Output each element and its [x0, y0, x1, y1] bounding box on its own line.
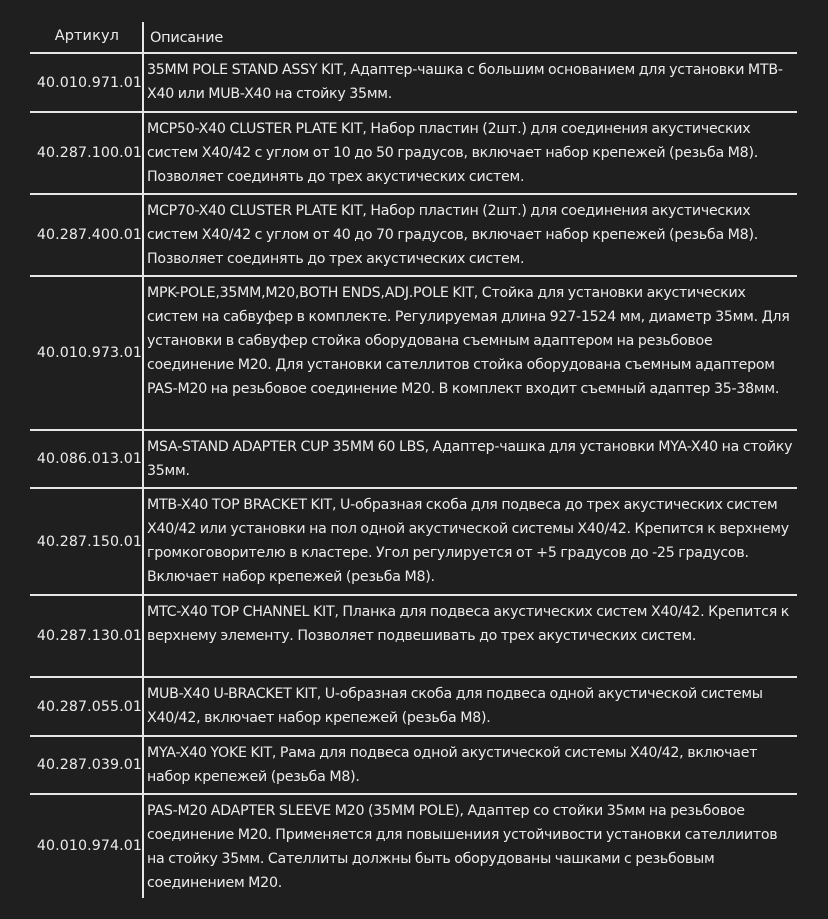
table-row	[30, 795, 797, 897]
article-description: MTC-X40 TOP CHANNEL KIT, Планка для подвеса акустических систем X40/42. Крепится к верхнему элементу. Позволяет подвешивать до трех акустических систем.	[147, 604, 790, 644]
article-code: 40.010.973.01	[36, 345, 142, 361]
table-row	[30, 737, 797, 795]
article-code: 40.086.013.01	[36, 451, 142, 467]
table-row	[30, 113, 797, 195]
article-code: 40.287.055.01	[36, 698, 142, 715]
article-code: 40.287.039.01	[36, 757, 142, 773]
column-header-code: Артикул	[54, 28, 119, 44]
article-code: 40.287.100.01	[36, 145, 142, 161]
table-header-row	[30, 22, 797, 54]
article-code: 40.287.130.01	[36, 628, 142, 644]
article-code: 40.010.974.01	[36, 838, 142, 854]
table-row	[30, 54, 797, 113]
article-code: 40.287.150.01	[36, 533, 142, 550]
article-description: PAS-M20 ADAPTER SLEEVE M20 (35MM POLE), Адаптер со стойки 35мм на резьбовое соединение M20. Применяется для повышениия устойчивости установки сателлиитов на стойку 35мм. Сателлиты должны быть оборудованы чашками с резьбовым соединением M20.	[147, 803, 778, 891]
article-description: MUB-X40 U-BRACKET KIT, U-образная скоба для подвеса одной акустической системы X40/42, включает набор крепежей (резьба M8).	[147, 686, 763, 726]
article-description: 35MM POLE STAND ASSY KIT, Адаптер-чашка с большим основанием для установки MTB-X40 или MUB-X40 на стойку 35мм.	[147, 62, 783, 102]
table-row	[30, 596, 797, 678]
article-description: MCP50-X40 CLUSTER PLATE KIT, Набор пластин (2шт.) для соединения акустических систем X40/42 с углом от 10 до 50 градусов, включает набор крепежей (резьба M8). Позволяет соединять до трех акустических систем.	[147, 121, 758, 185]
article-description: MYA-X40 YOKE KIT, Рама для подвеса одной акустической системы X40/42, включает набор крепежей (резьба M8).	[147, 745, 758, 785]
article-description: MPK-POLE,35MM,M20,BOTH ENDS,ADJ.POLE KIT, Стойка для установки акустических систем на сабвуфер в комплекте. Регулируемая длина 927-1524 мм, диаметр 35мм. Для установки в сабвуфер стойка оборудована съемным адаптером на резьбовое соединение M20. Для установки сателлитов стойка оборудована съемным адаптером PAS-M20 на резьбовое соединение M20. В комплект входит съемный адаптер 35-38мм.	[147, 285, 790, 397]
table-row	[30, 431, 797, 489]
table-row	[30, 489, 797, 596]
table-row	[30, 678, 797, 737]
article-code: 40.010.971.01	[36, 74, 142, 91]
article-description: MSA-STAND ADAPTER CUP 35MM 60 LBS, Адаптер-чашка для установки MYA-X40 на стойку 35мм.	[147, 439, 793, 479]
article-description: MTB-X40 TOP BRACKET KIT, U-образная скоба для подвеса до трех акустических систем X40/42 или установки на пол одной акустической системы X40/42. Крепится к верхнему громкоговорителю в кластере. Угол регулируется от +5 градусов до -25 градусов. Включает набор крепежей (резьба M8).	[147, 497, 789, 585]
accessories-table	[30, 22, 797, 897]
article-code: 40.287.400.01	[36, 227, 142, 243]
article-description: MCP70-X40 CLUSTER PLATE KIT, Набор пластин (2шт.) для соединения акустических систем X40/42 с углом от 40 до 70 градусов, включает набор крепежей (резьба M8). Позволяет соединять до трех акустических систем.	[147, 203, 758, 267]
column-divider	[142, 22, 144, 898]
table-row	[30, 277, 797, 431]
column-header-description: Описание	[150, 30, 223, 46]
table-row	[30, 195, 797, 277]
